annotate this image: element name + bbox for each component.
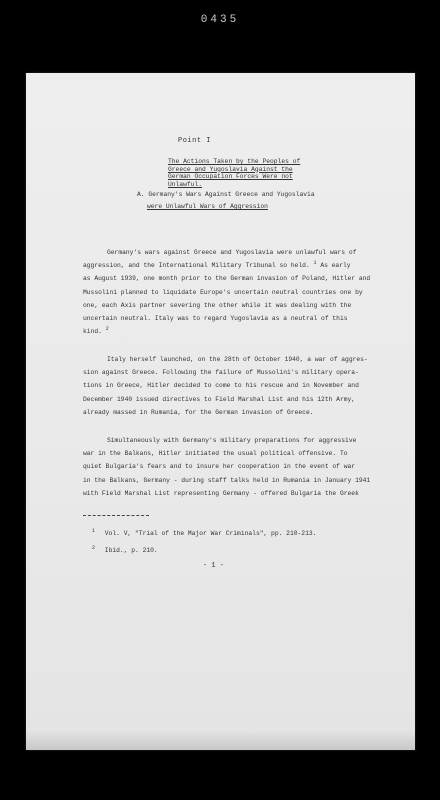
paragraph-line: tions in Greece, Hitler decided to come to his rescue and in November and	[83, 382, 359, 390]
sub-heading-line: German Occupation Forces Were not	[168, 173, 293, 180]
microfilm-frame-number: 0435	[200, 14, 240, 26]
paragraph-line	[83, 325, 370, 338]
paragraph-line: already massed in Rumania, for the German invasion of Greece.	[83, 408, 314, 416]
paragraph-line: Italy herself launched, on the 28th of October 1940, a war of aggres-	[107, 356, 368, 363]
sub-heading-line: Greece and Yugoslavia Against the	[168, 165, 293, 173]
footnote-text: Vol. V, "Trial of the Major War Criminals", pp. 210-213.	[104, 530, 317, 538]
sub-heading-line: The Actions Taken by the Peoples of	[168, 158, 301, 165]
page-shadow	[26, 730, 415, 750]
point-heading: Point I	[178, 137, 211, 145]
footnote	[92, 524, 316, 541]
paragraph-line: quiet Bulgaria's fears and to insure her cooperation in the event of war	[83, 463, 356, 471]
sub-heading-line: Unlawful.	[168, 180, 203, 188]
paragraph-line	[83, 259, 370, 272]
footnote-text: Ibid., p. 210.	[104, 547, 158, 555]
footnotes	[92, 524, 316, 558]
page-number: - 1 -	[203, 562, 225, 570]
paragraph-line-text: kind.	[83, 328, 102, 336]
paragraph-line-text: aggression, and the International Military Tribunal so held.	[83, 262, 310, 270]
paragraph-line: Simultaneously with Germany's military preparations for aggressive	[107, 437, 357, 444]
paragraph-line: uncertain neutral. Italy was to regard Yugoslavia as a neutral of this	[83, 315, 348, 323]
paragraph-3	[83, 434, 370, 500]
sub-heading	[168, 158, 300, 188]
paragraph-line-text: As early	[320, 262, 351, 270]
section-heading	[137, 189, 315, 213]
footnote-marker: 1	[313, 260, 317, 267]
paragraph-line: war in the Balkans, Hitler initiated the usual political offensive. To	[83, 450, 348, 458]
paragraph-line: December 1940 issued directives to Field Marshal List and his 12th Army,	[83, 395, 356, 403]
paragraph-1	[83, 246, 370, 338]
footnote-separator	[83, 515, 149, 516]
paragraph-line: with Field Marshal List representing Germany - offered Bulgaria the Greek	[83, 489, 359, 497]
paragraph-line: Mussolini planned to liquidate Europe's uncertain neutral countries one by	[83, 288, 363, 296]
footnote-number: 2	[92, 545, 96, 552]
paragraph-2	[83, 353, 368, 419]
section-heading-line1: A. Germany's Wars Against Greece and Yugoslavia	[137, 191, 315, 198]
paragraph-line: sion against Greece. Following the failure of Mussolini's military opera-	[83, 369, 359, 377]
section-heading-line2: were Unlawful Wars of Aggression	[147, 203, 268, 210]
footnote-marker: 2	[105, 326, 109, 333]
paragraph-line: as August 1939, one month prior to the German invasion of Poland, Hitler and	[83, 275, 371, 283]
paragraph-line: Germany's wars against Greece and Yugoslavia were unlawful wars of	[107, 249, 357, 256]
footnote-number: 1	[92, 528, 96, 534]
footnote	[92, 541, 316, 558]
paragraph-line: in the Balkans, Germany - during staff talks held in Rumania in January 1941	[83, 476, 371, 484]
paragraph-line: one, each Axis partner severing the other while it was dealing with the	[83, 301, 352, 309]
